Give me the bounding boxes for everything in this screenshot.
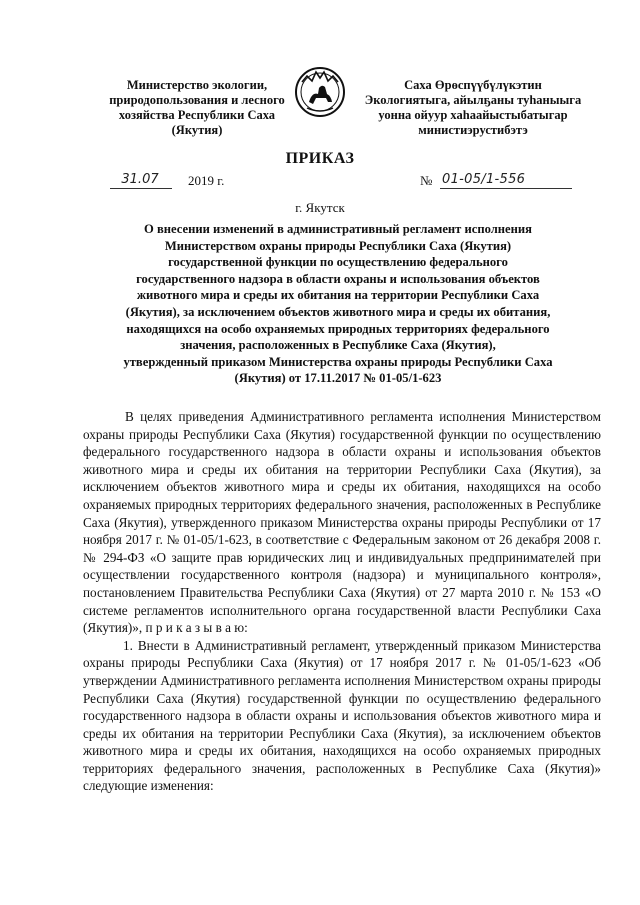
ministry-name-line: хозяйства Республики Саха bbox=[118, 108, 276, 122]
body-paragraph-item-1: 1. Внести в Административный регламент, утвержденный приказом Министерства охраны природы Республики Саха (Якутия) от 17 ноября 2017 г. № 01-05/1-623 «Об утверждении Административного регламента исполнения Министерством охраны природы Республики Саха (Якутия) государственной функции по осуществлению федерального государственного надзора в области охраны и использования объектов животного мира и среды их обитания на территории Республики Саха (Якутия), за исключением объектов животного мира и среды их обитания, находящихся на особо охраняемых природных территориях федерального значения, расположенных в Республике Саха (Якутия)» следующие изменения: bbox=[83, 637, 601, 794]
subject-line: (Якутия), за исключением объектов животного мира и среды их обитания, bbox=[125, 304, 551, 319]
subject-line: Министерством охраны природы Республики Саха (Якутия) bbox=[164, 238, 512, 253]
ministry-name-line: Саха Өрөспүүбүлүкэтин bbox=[404, 78, 542, 92]
ministry-name-yakut bbox=[364, 78, 582, 138]
subject-line: утвержденный приказом Министерства охраны природы Республики Саха bbox=[123, 354, 553, 369]
ministry-name-line: министиэрустибэтэ bbox=[418, 123, 528, 137]
ministry-name-line: уонна ойуур хаһаайыстыбатыгар bbox=[378, 108, 568, 122]
date-underline bbox=[110, 188, 172, 189]
subject-line: государственного надзора в области охраны и использования объектов bbox=[136, 271, 540, 286]
coat-of-arms-icon bbox=[294, 64, 346, 120]
number-sign: № bbox=[420, 173, 433, 188]
number-underline bbox=[440, 188, 572, 189]
document-title: ПРИКАЗ bbox=[285, 150, 355, 167]
ministry-name-line: (Якутия) bbox=[171, 123, 223, 137]
handwritten-number: 01-05/1-556 bbox=[442, 172, 526, 187]
document-date bbox=[110, 172, 270, 194]
subject-line: значения, расположенных в Республике Саха (Якутия), bbox=[180, 338, 496, 353]
subject-line: (Якутия) от 17.11.2017 № 01-05/1-623 bbox=[234, 371, 442, 386]
subject-line: О внесении изменений в административный регламент исполнения bbox=[144, 222, 532, 236]
document-city: г. Якутск bbox=[295, 200, 345, 215]
ministry-name-russian bbox=[92, 78, 302, 138]
document-year: 2019 г. bbox=[188, 173, 225, 188]
document-number bbox=[420, 172, 580, 194]
ministry-name-line: природопользования и лесного bbox=[109, 93, 285, 107]
document-body bbox=[83, 408, 601, 795]
subject-line: животного мира и среды их обитания на территории Республики Саха bbox=[136, 288, 540, 303]
ministry-name-line: Министерство экологии, bbox=[126, 78, 268, 92]
handwritten-date: 31.07 bbox=[121, 172, 159, 187]
subject-line: государственной функции по осуществлению федерального bbox=[168, 255, 508, 270]
document-subject bbox=[100, 221, 576, 387]
ministry-name-line: Экологиятыга, айылҕаны туһаныыга bbox=[364, 93, 582, 107]
body-paragraph-preamble: В целях приведения Административного регламента исполнения Министерством охраны природы Республики Саха (Якутия) государственной функции по осуществлению федерального государственного надзора в области охраны и использования объектов животного мира и среды их обитания на территории Республики Саха (Якутия), за исключением объектов животного мира и среды их обитания, находящихся на особо охраняемых природных территориях федерального значения, расположенных в Республике Саха (Якутия), утвержденного приказом Министерства охраны природы Республики от 17 ноября 2017 г. № 01-05/1-623, в соответствие с Федеральным законом от 26 декабря 2008 г. № 294-ФЗ «О защите прав юридических лиц и индивидуальных предпринимателей при осуществлении государственного контроля (надзора) и муниципального контроля», постановлением Правительства Республики Саха (Якутия) от 27 марта 2010 г. № 153 «О системе регламентов исполнительного органа государственной власти Республики Саха (Якутия)», п р и к а з ы в а ю: bbox=[83, 409, 601, 636]
subject-line: находящихся на особо охраняемых природных территориях федерального bbox=[126, 321, 550, 336]
